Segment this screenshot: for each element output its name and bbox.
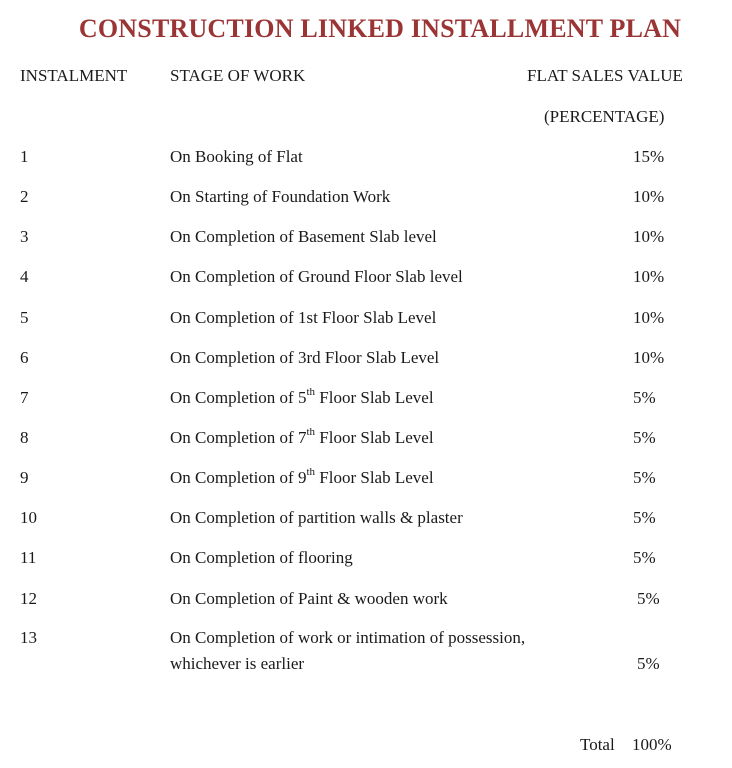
stage-text: On Completion of flooring	[170, 548, 353, 567]
row-stage-of-work	[170, 548, 353, 568]
row-instalment-number: 8	[20, 428, 29, 447]
total-value: 100%	[632, 735, 672, 754]
header-stage-of-work: STAGE OF WORK	[170, 66, 306, 85]
row-instalment-number: 9	[20, 468, 29, 487]
header-flat-sales-value: FLAT SALES VALUE	[527, 66, 683, 85]
row-stage-of-work	[170, 508, 463, 528]
row-percentage: 5%	[633, 428, 656, 447]
row-percentage: 10%	[633, 308, 665, 327]
row-stage-of-work	[170, 267, 463, 287]
stage-text-suffix: Floor Slab Level	[315, 468, 434, 487]
stage-text: On Starting of Foundation Work	[170, 187, 391, 206]
ordinal-suffix: th	[306, 466, 316, 479]
row-stage-of-work	[170, 388, 434, 408]
row-stage-of-work	[170, 428, 434, 448]
row-13-stage-line2: whichever is earlier	[170, 654, 305, 673]
stage-text-suffix: Floor Slab Level	[315, 388, 434, 407]
stage-text: On Completion of partition walls & plaster	[170, 508, 463, 527]
row-instalment-number: 6	[20, 348, 29, 367]
row-percentage: 10%	[633, 187, 665, 206]
stage-text: On Completion of Basement Slab level	[170, 227, 437, 246]
stage-text-suffix: Floor Slab Level	[315, 428, 434, 447]
row-13-stage-line1: On Completion of work or intimation of possession,	[170, 628, 526, 647]
row-instalment-number: 3	[20, 227, 29, 246]
stage-text: On Completion of Ground Floor Slab level	[170, 267, 463, 286]
header-percentage: (PERCENTAGE)	[544, 107, 665, 126]
row-percentage: 5%	[633, 508, 656, 527]
row-stage-of-work	[170, 308, 436, 328]
row-percentage: 5%	[633, 388, 656, 407]
page-title: CONSTRUCTION LINKED INSTALLMENT PLAN	[78, 14, 682, 43]
stage-text: On Completion of 5	[170, 388, 307, 407]
row-percentage: 10%	[633, 227, 665, 246]
stage-text: On Booking of Flat	[170, 147, 303, 166]
total-label: Total	[580, 735, 615, 754]
row-percentage: 10%	[633, 348, 665, 367]
row-percentage: 15%	[633, 147, 665, 166]
stage-text: On Completion of Paint & wooden work	[170, 589, 448, 608]
row-instalment-number: 12	[20, 589, 37, 608]
row-stage-of-work	[170, 187, 390, 207]
row-instalment-number: 2	[20, 187, 29, 206]
row-stage-of-work	[170, 227, 437, 247]
stage-text: On Completion of 7	[170, 428, 307, 447]
row-percentage: 5%	[633, 468, 656, 487]
stage-text: On Completion of 1st Floor Slab Level	[170, 308, 437, 327]
row-instalment-number: 10	[20, 508, 37, 527]
row-instalment-number: 7	[20, 388, 29, 407]
row-instalment-number: 5	[20, 308, 29, 327]
row-stage-of-work	[170, 348, 439, 368]
row-13-percentage: 5%	[637, 654, 660, 673]
row-stage-of-work	[170, 468, 434, 488]
row-percentage: 5%	[633, 548, 656, 567]
row-stage-of-work	[170, 147, 303, 167]
row-13-instalment: 13	[20, 628, 37, 647]
row-stage-of-work	[170, 589, 448, 609]
row-percentage: 5%	[637, 589, 660, 608]
stage-text: On Completion of 3rd Floor Slab Level	[170, 348, 440, 367]
row-instalment-number: 4	[20, 267, 29, 286]
row-instalment-number: 1	[20, 147, 29, 166]
ordinal-suffix: th	[306, 426, 316, 439]
ordinal-suffix: th	[306, 386, 316, 399]
stage-text: On Completion of 9	[170, 468, 307, 487]
header-instalment: INSTALMENT	[20, 66, 128, 85]
row-instalment-number: 11	[20, 548, 37, 567]
row-percentage: 10%	[633, 267, 665, 286]
